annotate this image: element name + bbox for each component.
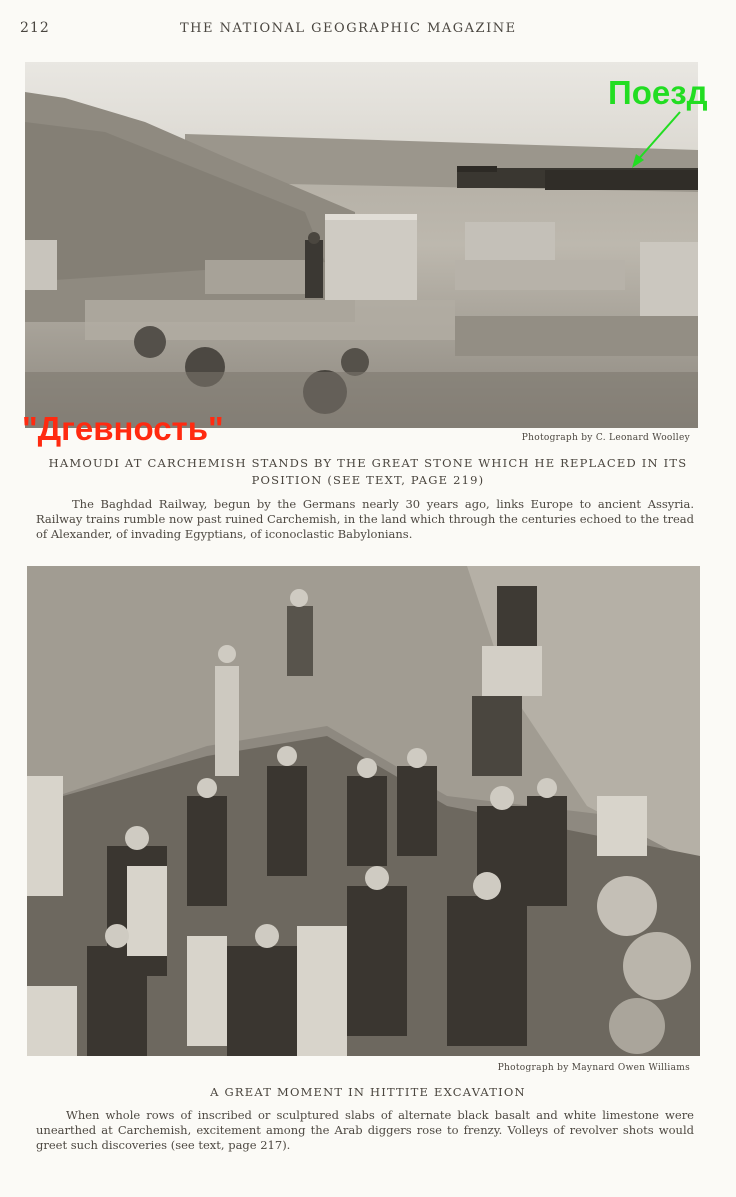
photo-carchemish-ruins-image bbox=[25, 62, 698, 428]
train-arrow-icon bbox=[626, 108, 686, 170]
photo1-caption-body: The Baghdad Railway, begun by the Germans nearly 30 years ago, links Europe to ancient Assyria. Railway trains rumble now past ruined Carchemish, in the land which through the centuries echoed to the tread of Alexander, of invading Egyptians, of iconoclastic Babylonians. bbox=[36, 497, 694, 541]
annotation-train-label: Поезд bbox=[608, 74, 708, 111]
annotation-ancient-label: "Дгевность" bbox=[22, 410, 224, 447]
photo1-caption-title: HAMOUDI AT CARCHEMISH STANDS BY THE GREAT STONE WHICH HE REPLACED IN ITS POSITION (SEE TEXT, PAGE 219) bbox=[48, 456, 688, 487]
page-header bbox=[0, 18, 736, 42]
photo2-caption-body: When whole rows of inscribed or sculptured slabs of alternate black basalt and white limestone were unearthed at Carchemish, excitement among the Arab diggers rose to frenzy. Volleys of revolver shots would greet such discoveries (see text, page 217). bbox=[36, 1108, 694, 1152]
photo1-credit: Photograph by C. Leonard Woolley bbox=[521, 433, 690, 443]
running-head: THE NATIONAL GEOGRAPHIC MAGAZINE bbox=[180, 21, 517, 36]
photo2-caption-title: A GREAT MOMENT IN HITTITE EXCAVATION bbox=[210, 1085, 526, 1099]
photo-hittite-excavation bbox=[27, 566, 700, 1056]
photo-carchemish-ruins bbox=[25, 62, 698, 428]
photo-hittite-excavation-image bbox=[27, 566, 700, 1056]
page-number: 212 bbox=[20, 20, 50, 36]
photo2-credit: Photograph by Maynard Owen Williams bbox=[497, 1063, 690, 1073]
